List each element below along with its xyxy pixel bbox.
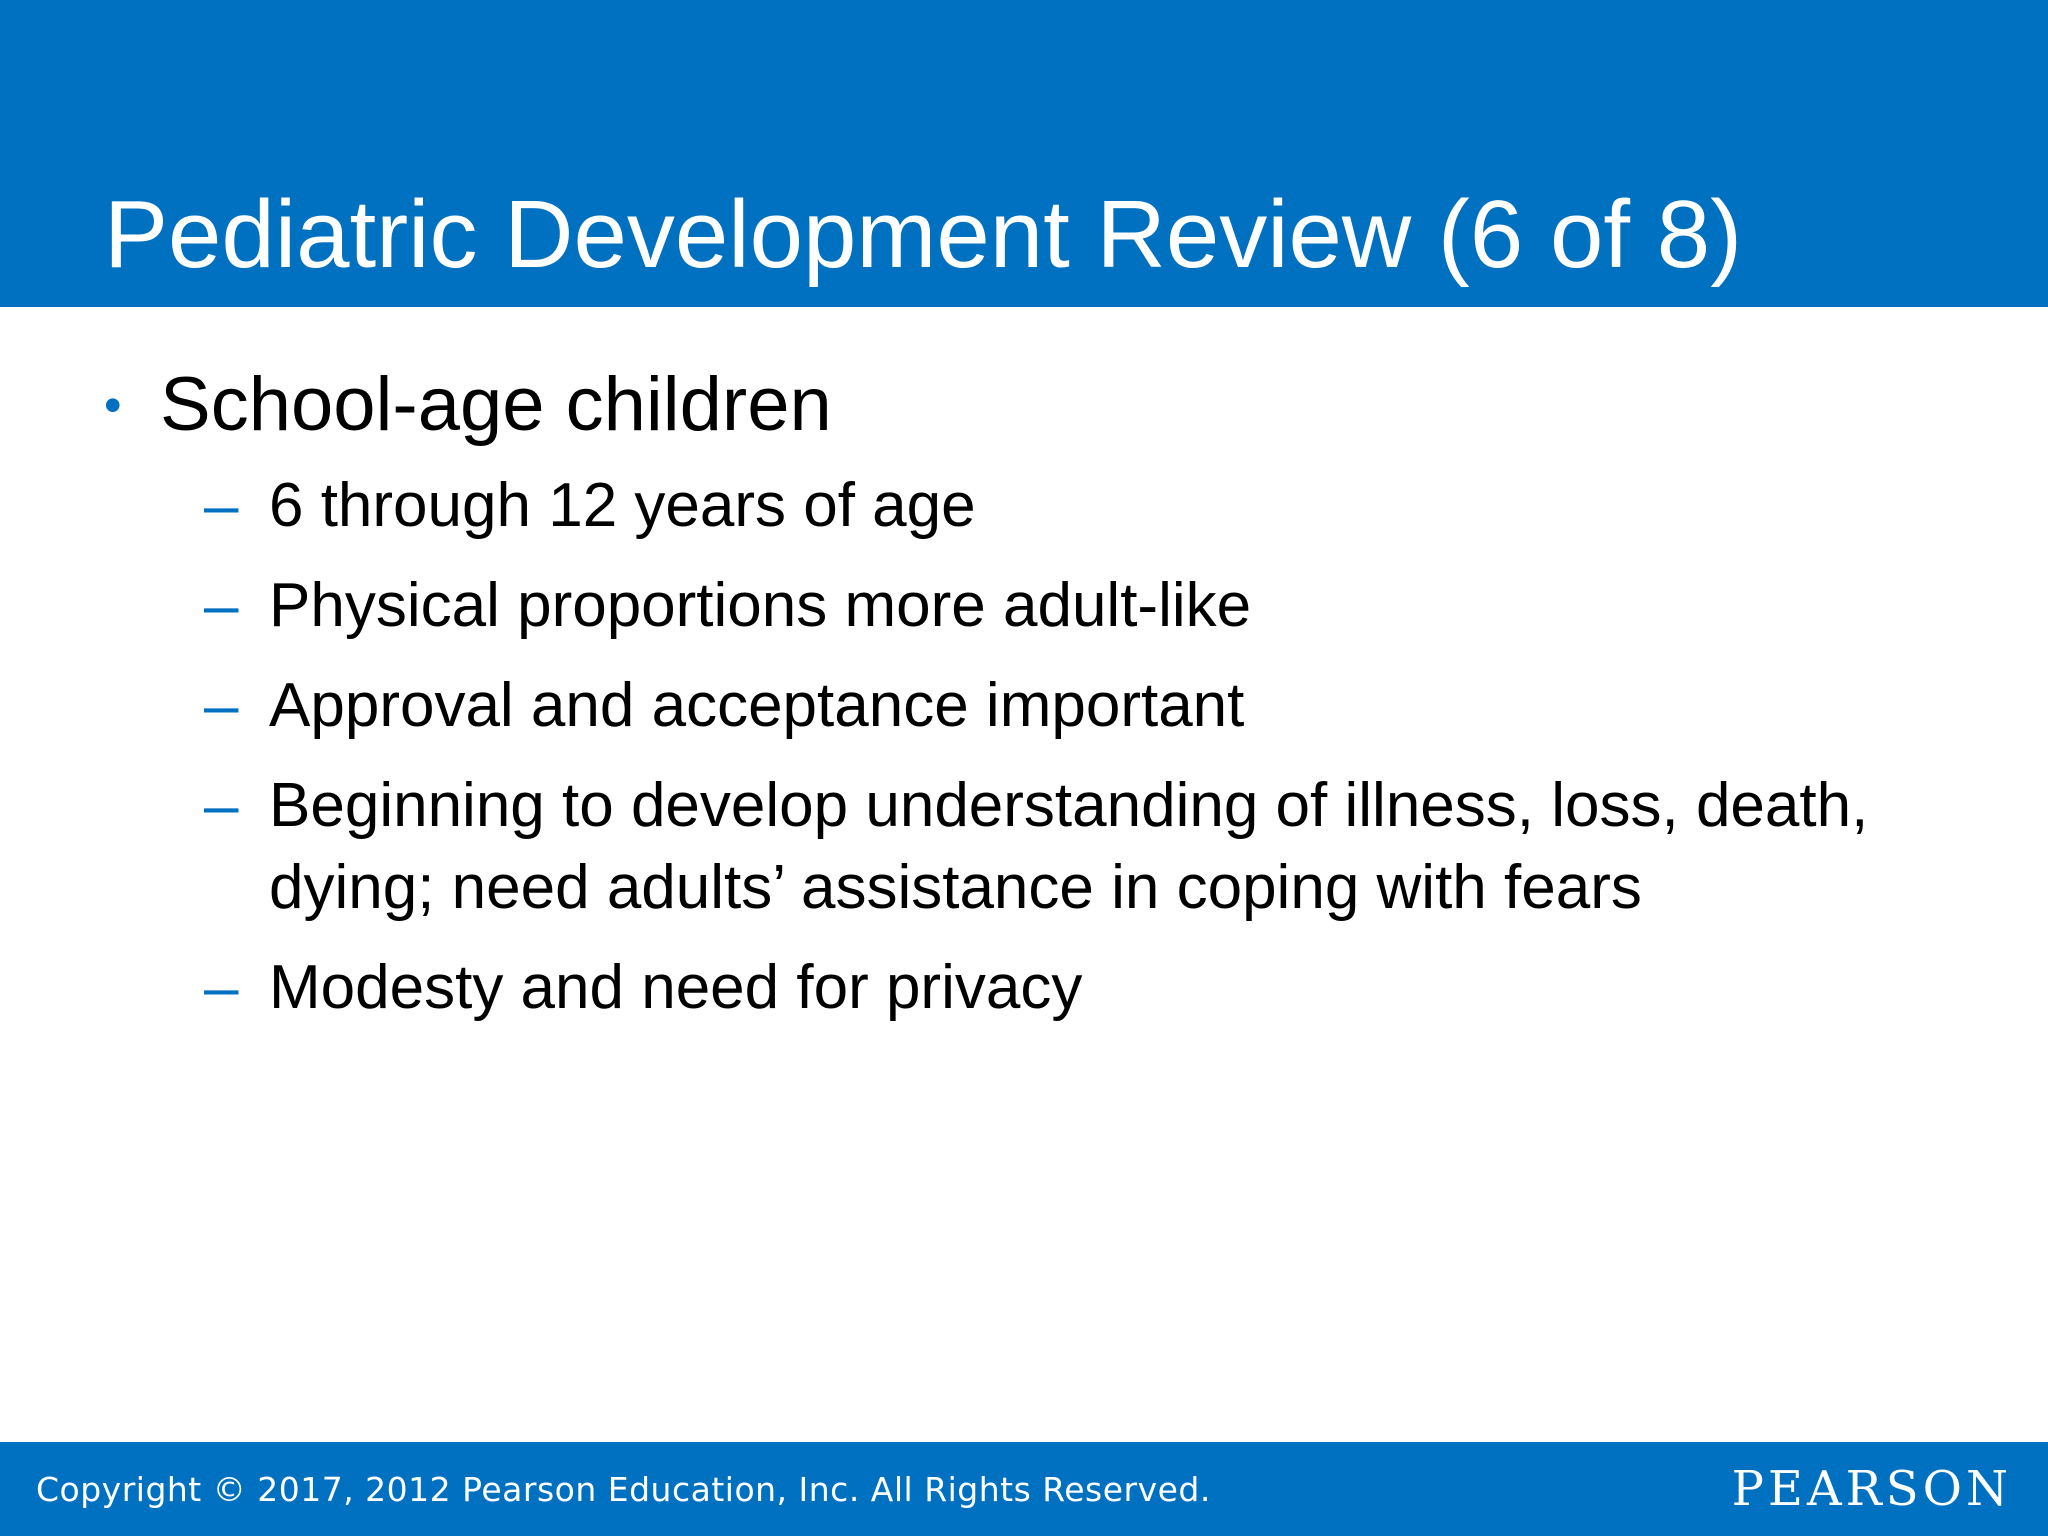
slide-content [0,355,2048,1047]
sub-bullet-item [0,765,2048,929]
sub-bullet-list [0,465,2048,1029]
title-bar [0,0,2048,307]
footer-bar [0,1442,2048,1536]
copyright-notice: Copyright © 2017, 2012 Pearson Education, Inc. All Rights Reserved. [36,1470,1211,1509]
main-bullet-text: School-age children [160,362,832,447]
dash-marker: – [204,953,239,1022]
sub-bullet-text: Beginning to develop understanding of illness, loss, death, dying; need adults’ assistance in coping with fears [269,771,1869,922]
dash-marker: – [204,471,239,540]
main-bullet-item [0,355,2048,465]
pearson-logo: PEARSON [1731,1461,2012,1517]
sub-bullet-text: Modesty and need for privacy [269,953,1083,1022]
sub-bullet-item [0,947,2048,1029]
dash-marker: – [204,771,239,840]
bullet-marker: • [104,377,122,433]
sub-bullet-item [0,465,2048,547]
dash-marker: – [204,671,239,740]
sub-bullet-text: Physical proportions more adult-like [269,571,1252,640]
sub-bullet-text: Approval and acceptance important [269,671,1245,740]
slide-title: Pediatric Development Review (6 of 8) [104,181,1743,288]
sub-bullet-item [0,665,2048,747]
dash-marker: – [204,571,239,640]
sub-bullet-text: 6 through 12 years of age [269,471,976,540]
sub-bullet-item [0,565,2048,647]
